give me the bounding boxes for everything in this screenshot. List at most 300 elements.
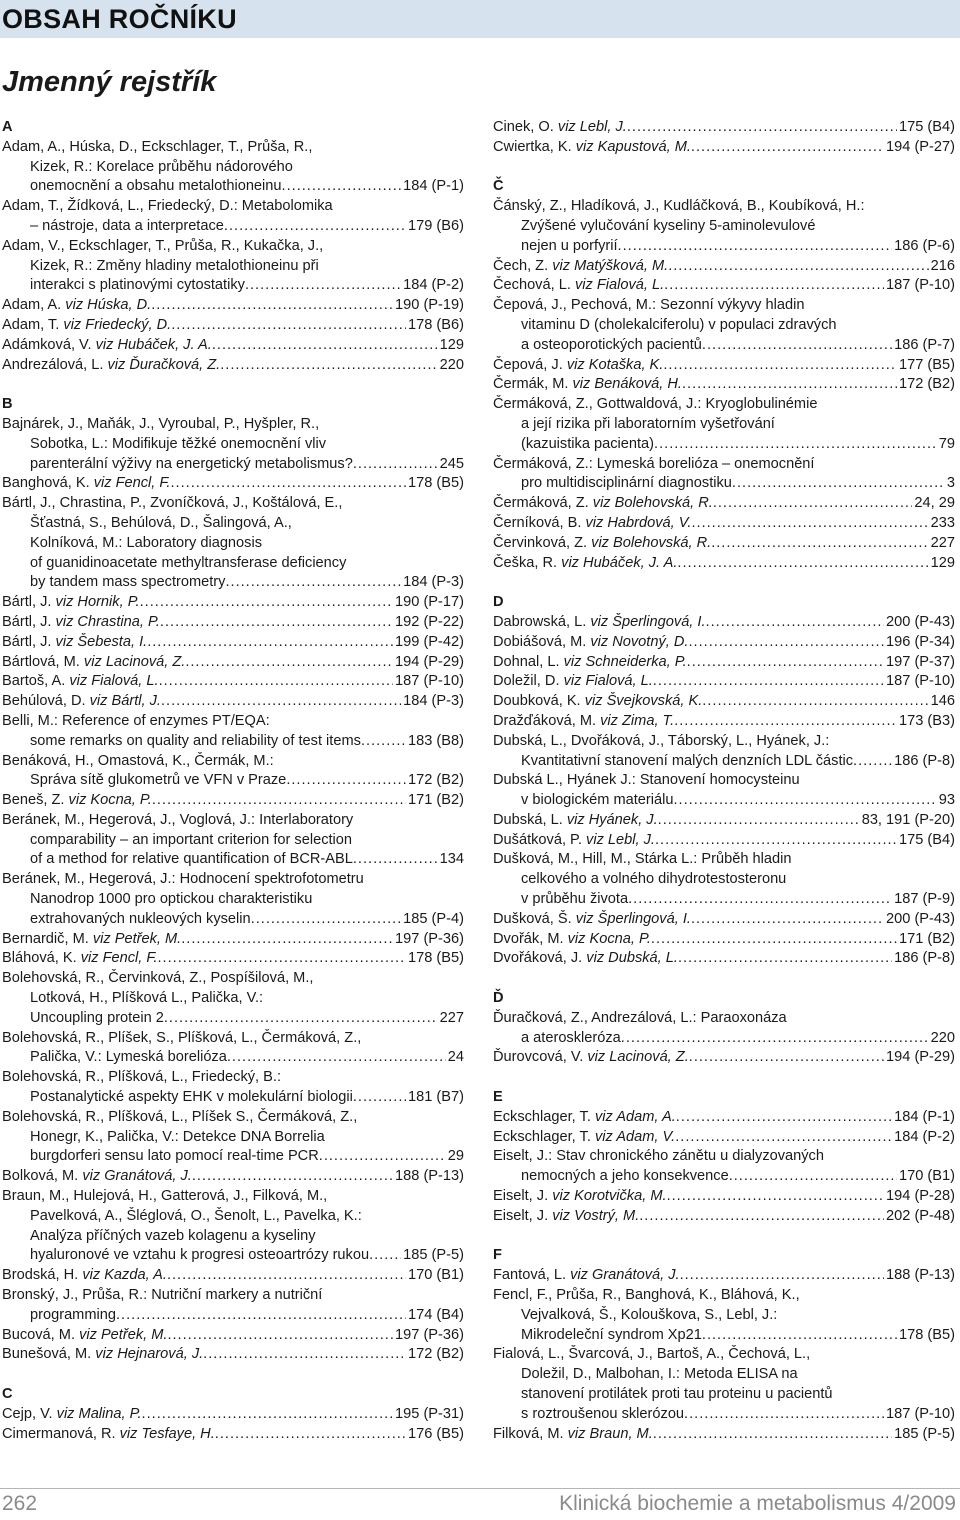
page-reference: 172 (B2) xyxy=(408,772,464,789)
entry-text-line: stanovení protilátek proti tau proteinu u pacientů xyxy=(521,1386,833,1402)
leader-dots xyxy=(140,593,393,613)
leader-dots xyxy=(627,118,897,138)
leader-dots xyxy=(732,474,945,494)
author-name xyxy=(2,1425,215,1445)
entry-reference-line xyxy=(493,375,955,395)
author-name xyxy=(2,949,157,969)
index-entry xyxy=(493,1207,955,1227)
leader-dots xyxy=(152,791,406,811)
entry-reference-line xyxy=(2,1425,464,1445)
page-reference: 178 (B5) xyxy=(408,475,464,492)
author-name-text: Dohnal, L. xyxy=(493,653,560,670)
cross-reference: viz Matýšková, M. xyxy=(552,257,669,274)
entry-text-line: Bolehovská, R., Plíšková, L., Plíšek S., Čermáková, Z., xyxy=(2,1108,358,1125)
entry-reference-line xyxy=(493,534,955,554)
author-name-text: Bartoš, A. xyxy=(2,673,66,690)
page-reference: 188 (P-13) xyxy=(395,1168,464,1185)
leader-dots xyxy=(160,613,393,633)
author-name xyxy=(493,1425,653,1445)
entry-text-line: Čermáková, Z., Gottwaldová, J.: Kryoglobulinémie xyxy=(493,396,818,413)
page-reference: 227 xyxy=(930,534,955,551)
entry-reference-line xyxy=(493,930,955,950)
index-entry xyxy=(493,455,955,495)
page-reference: 79 xyxy=(938,435,955,452)
page-reference: 187 (P-10) xyxy=(395,673,464,690)
entry-reference-line xyxy=(2,316,464,336)
entry-reference-line xyxy=(2,1306,464,1326)
entry-text-line: Kvantitativní stanovení malých denzních LDL částic xyxy=(521,752,854,769)
page-reference: 24, 29 xyxy=(914,495,955,512)
index-entry xyxy=(493,692,955,712)
author-name xyxy=(2,356,220,376)
entry-reference-line xyxy=(2,1345,464,1365)
page-reference: 185 (P-5) xyxy=(403,1247,464,1264)
page-reference: 24 xyxy=(447,1049,464,1066)
leader-dots xyxy=(668,257,928,277)
cross-reference: viz Adam, A. xyxy=(594,1108,676,1125)
page-reference: 187 (P-10) xyxy=(886,277,955,294)
entry-text-line: (kazuistika pacienta) xyxy=(521,435,655,452)
page-reference: 227 xyxy=(439,1009,464,1026)
author-name-text: Behúlová, D. xyxy=(2,693,86,710)
author-name-text: Dvořák, M. xyxy=(493,930,564,947)
page-reference: 220 xyxy=(439,356,464,373)
entry-reference-line xyxy=(493,811,955,831)
entry-reference-line xyxy=(493,1108,955,1128)
cross-reference: viz Fialová, L. xyxy=(563,673,653,690)
entry-reference-line xyxy=(2,593,464,613)
entry-text-line: Dušková, M., Hill, M., Stárka L.: Průběh hladin xyxy=(493,851,792,868)
leader-dots xyxy=(170,474,406,494)
index-entry xyxy=(493,356,955,376)
entry-reference-line xyxy=(2,336,464,356)
author-name xyxy=(493,1266,680,1286)
index-entry xyxy=(2,197,464,237)
index-entry xyxy=(2,633,464,653)
leader-dots xyxy=(161,692,401,712)
cross-reference: viz Adam, V. xyxy=(594,1128,676,1145)
page-reference: 176 (B5) xyxy=(408,1425,464,1442)
entry-text-line: Dubská, L., Dvořáková, J., Táborský, L., Hyánek, J.: xyxy=(493,732,830,749)
author-name xyxy=(493,910,691,930)
index-entry xyxy=(2,1068,464,1108)
leader-dots xyxy=(729,1167,897,1187)
entry-text-line: burgdorferi sensu lato pomocí real-time PCR xyxy=(30,1148,319,1165)
index-entry xyxy=(2,692,464,712)
leader-dots xyxy=(653,672,884,692)
index-entry xyxy=(2,811,464,870)
author-name xyxy=(493,949,678,969)
author-name-text: Dražďáková, M. xyxy=(493,712,597,729)
index-letter-heading: C xyxy=(2,1386,13,1402)
author-name-text: Čechová, L. xyxy=(493,277,571,294)
entry-text-line: Adam, A., Húska, D., Eckschlager, T., Průša, R., xyxy=(2,138,313,155)
entry-reference-line xyxy=(2,910,464,930)
cross-reference: viz Hornik, P. xyxy=(55,594,140,611)
spacer xyxy=(493,1227,955,1247)
author-name-text: Adámková, V. xyxy=(2,336,92,353)
cross-reference: viz Granátová, J. xyxy=(82,1168,192,1185)
author-name xyxy=(2,1326,167,1346)
entry-reference-line xyxy=(2,276,464,296)
entry-text-line: Adam, V., Eckschlager, T., Průša, R., Kukačka, J., xyxy=(2,237,324,254)
entry-reference-line xyxy=(493,752,955,772)
leader-dots xyxy=(251,910,402,930)
leader-dots xyxy=(142,1405,394,1425)
entry-reference-line xyxy=(493,138,955,158)
leader-dots xyxy=(680,1266,884,1286)
entry-text-line: vitaminu D (cholekalciferolu) v populaci zdravých xyxy=(521,316,837,333)
page-reference: 170 (B1) xyxy=(899,1168,955,1185)
index-entry xyxy=(2,791,464,811)
page-reference: 190 (P-17) xyxy=(395,594,464,611)
cross-reference: viz Fialová, L. xyxy=(574,277,665,294)
leader-dots xyxy=(713,494,913,514)
entry-text-line: Čepová, J., Pechová, M.: Sezonní výkyvy hladin xyxy=(493,297,805,314)
cross-reference: viz Lebl, J. xyxy=(557,119,627,135)
author-name xyxy=(493,138,691,158)
entry-text-line: some remarks on quality and reliability of test items xyxy=(30,732,361,749)
author-name xyxy=(493,672,653,692)
entry-reference-line xyxy=(493,831,955,851)
index-entry xyxy=(2,356,464,376)
spacer xyxy=(493,1068,955,1088)
entry-reference-line xyxy=(2,930,464,950)
entry-reference-line xyxy=(493,554,955,574)
leader-dots xyxy=(116,1306,406,1326)
index-entry xyxy=(493,1048,955,1068)
index-column-left xyxy=(2,118,464,1444)
index-entry xyxy=(493,1128,955,1148)
index-entry xyxy=(493,118,955,138)
author-name xyxy=(2,336,212,356)
cross-reference: viz Fencl, F. xyxy=(80,950,158,967)
author-name-text: Eckschlager, T. xyxy=(493,1108,591,1125)
leader-dots xyxy=(691,910,884,930)
entry-text-line: Bártl, J., Chrastina, P., Zvoníčková, J., Koštálová, E., xyxy=(2,495,343,512)
leader-dots xyxy=(171,316,406,336)
leader-dots xyxy=(282,177,402,197)
leader-dots xyxy=(663,356,897,376)
page-reference: 83, 191 (P-20) xyxy=(861,811,955,828)
index-letter-heading: F xyxy=(493,1247,502,1264)
cross-reference: viz Granátová, J. xyxy=(570,1267,680,1284)
page-reference: 184 (P-3) xyxy=(403,693,464,710)
author-name xyxy=(2,1167,192,1187)
page-reference: 146 xyxy=(930,693,955,710)
leader-dots xyxy=(157,949,406,969)
cross-reference: viz Fencl, F. xyxy=(93,475,171,492)
author-name xyxy=(2,930,181,950)
entry-text-line: Honegr, K., Palička, V.: Detekce DNA Borrelia xyxy=(30,1128,325,1145)
author-name xyxy=(2,474,170,494)
leader-dots xyxy=(353,850,438,870)
page-reference: 184 (P-2) xyxy=(894,1128,955,1145)
entry-reference-line xyxy=(493,237,955,257)
cross-reference: viz Hejnarová, J. xyxy=(95,1346,204,1363)
page-reference: 177 (B5) xyxy=(899,356,955,373)
entry-text-line: pro multidisciplinární diagnostiku xyxy=(521,475,732,492)
author-name-text: Cinek, O. xyxy=(493,119,554,135)
author-name-text: Cejp, V. xyxy=(2,1405,53,1422)
entry-reference-line xyxy=(493,1187,955,1207)
index-entry xyxy=(2,316,464,336)
author-name xyxy=(493,633,688,653)
entry-reference-line xyxy=(493,1048,955,1068)
index-entry xyxy=(493,1187,955,1207)
leader-dots xyxy=(687,653,884,673)
author-name xyxy=(493,554,677,574)
leader-dots xyxy=(220,356,437,376)
footer-divider xyxy=(0,1488,960,1489)
entry-text-line: Vejvalková, Š., Kolouškova, S., Lebl, J.: xyxy=(521,1306,778,1323)
index-entry xyxy=(2,138,464,197)
entry-text-line: hyaluronové ve vztahu k progresi osteoartrózy rukou xyxy=(30,1247,370,1264)
entry-text-line: Beránek, M., Hegerová, J., Voglová, J.: Interlaboratory xyxy=(2,811,354,828)
entry-text-line: Eiselt, J.: Stav chronického zánětu u dialyzovaných xyxy=(493,1148,824,1165)
entry-reference-line xyxy=(493,435,955,455)
entry-reference-line xyxy=(2,672,464,692)
index-entry xyxy=(2,1345,464,1365)
page-reference: 200 (P-43) xyxy=(886,910,955,927)
page-reference: 197 (P-37) xyxy=(886,653,955,670)
cross-reference: viz Ďuračková, Z. xyxy=(107,356,221,373)
author-name xyxy=(493,514,691,534)
leader-dots xyxy=(224,217,406,237)
leader-dots xyxy=(688,633,884,653)
index-entry xyxy=(493,811,955,831)
index-entry xyxy=(493,197,955,256)
cross-reference: viz Lacinová, Z. xyxy=(83,653,186,670)
index-entry xyxy=(493,1108,955,1128)
author-name-text: Fantová, L. xyxy=(493,1267,567,1284)
page-reference: 93 xyxy=(938,792,955,809)
cross-reference: viz Lebl, J. xyxy=(586,831,655,848)
page-reference: 192 (P-22) xyxy=(395,613,464,630)
author-name xyxy=(2,653,185,673)
index-entry xyxy=(493,1425,955,1445)
entry-reference-line xyxy=(2,771,464,791)
entry-text-line: of guanidinoacetate methyltransferase deficiency xyxy=(30,554,347,571)
page-reference: 184 (P-1) xyxy=(403,178,464,195)
page-reference: 200 (P-43) xyxy=(886,613,955,630)
entry-text-line: Benáková, H., Omastová, K., Čermák, M.: xyxy=(2,752,274,769)
leader-dots xyxy=(655,831,897,851)
index-letter-heading: A xyxy=(2,119,13,135)
index-letter-heading: Ď xyxy=(493,990,504,1007)
leader-dots xyxy=(689,1048,884,1068)
author-name-text: Bártl, J. xyxy=(2,594,52,611)
entry-reference-line xyxy=(493,653,955,673)
cross-reference: viz Braun, M. xyxy=(567,1425,653,1442)
leader-dots xyxy=(682,375,897,395)
index-entry xyxy=(493,732,955,772)
leader-dots xyxy=(628,890,892,910)
leader-dots xyxy=(853,752,892,772)
leader-dots xyxy=(227,1048,446,1068)
entry-text-line: comparability – an important criterion for selection xyxy=(30,831,353,848)
page-reference: 179 (B6) xyxy=(408,217,464,234)
entry-text-line: s roztroušenou sklerózou xyxy=(521,1405,685,1422)
cross-reference: viz Kocna, P. xyxy=(68,792,152,809)
entry-text-line: Lotková, H., Plíšková L., Palička, V.: xyxy=(30,990,264,1007)
entry-reference-line xyxy=(2,474,464,494)
entry-reference-line xyxy=(2,949,464,969)
entry-text-line: by tandem mass spectrometry xyxy=(30,574,226,591)
author-name xyxy=(493,534,711,554)
page-reference: 173 (B3) xyxy=(899,712,955,729)
entry-reference-line xyxy=(2,177,464,197)
cross-reference: viz Hyánek, J. xyxy=(566,811,658,828)
index-entry xyxy=(493,1266,955,1286)
author-name xyxy=(493,831,655,851)
author-name-text: Bolková, M. xyxy=(2,1168,79,1185)
index-entry xyxy=(2,415,464,474)
author-name-text: Čech, Z. xyxy=(493,257,549,274)
entry-reference-line xyxy=(2,217,464,237)
entry-text-line: celkového a volného dihydrotestosteronu xyxy=(521,871,787,888)
entry-text-line: Bajnárek, J., Maňák, J., Vyroubal, P., Hyšpler, R., xyxy=(2,415,320,432)
author-name xyxy=(493,1128,675,1148)
cross-reference: viz Šebesta, I. xyxy=(55,633,148,650)
author-name xyxy=(493,811,658,831)
page-reference: 185 (P-4) xyxy=(403,910,464,927)
entry-reference-line xyxy=(2,1167,464,1187)
entry-text-line: Belli, M.: Reference of enzymes PT/EQA: xyxy=(2,712,270,729)
journal-name: Klinická biochemie a metabolismus 4/2009 xyxy=(559,1492,956,1515)
entry-reference-line xyxy=(2,296,464,316)
page-reference: 194 (P-29) xyxy=(886,1049,955,1066)
page-reference: 245 xyxy=(439,455,464,472)
index-entry xyxy=(493,554,955,574)
cross-reference: viz Bolehovská, R. xyxy=(591,534,712,551)
cross-reference: viz Korotvička, M. xyxy=(552,1188,667,1205)
cross-reference: viz Švejkovská, K. xyxy=(584,693,703,710)
index-entry xyxy=(2,1286,464,1326)
leader-dots xyxy=(245,276,401,296)
spacer xyxy=(2,375,464,395)
page-reference: 187 (P-10) xyxy=(886,1405,955,1422)
entry-text-line: a ateroskleróza xyxy=(521,1029,621,1046)
index-entry xyxy=(2,1326,464,1346)
page-reference: 202 (P-48) xyxy=(886,1207,955,1224)
cross-reference: viz Vostrý, M. xyxy=(552,1207,640,1224)
page-reference: 184 (P-1) xyxy=(894,1108,955,1125)
cross-reference: viz Hubáček, J. A. xyxy=(561,554,678,571)
page-reference: 171 (B2) xyxy=(408,792,464,809)
leader-dots xyxy=(225,573,401,593)
entry-reference-line xyxy=(2,1088,464,1108)
cross-reference: viz Schneiderka, P. xyxy=(563,653,687,670)
entry-reference-line xyxy=(493,276,955,296)
index-entry xyxy=(2,237,464,296)
author-name-text: Andrezálová, L. xyxy=(2,356,104,373)
entry-reference-line xyxy=(2,1147,464,1167)
entry-reference-line xyxy=(493,1207,955,1227)
leader-dots xyxy=(674,791,937,811)
page-reference: 178 (B6) xyxy=(408,316,464,333)
page-reference: 187 (P-10) xyxy=(886,673,955,690)
index-entry xyxy=(2,1266,464,1286)
author-name-text: Červinková, Z. xyxy=(493,534,588,551)
cross-reference: viz Šperlingová, I. xyxy=(575,910,691,927)
entry-text-line: Správa sítě glukometrů ve VFN v Praze xyxy=(30,772,287,789)
index-entry xyxy=(493,1147,955,1187)
entry-reference-line xyxy=(493,1029,955,1049)
index-entry xyxy=(2,653,464,673)
entry-text-line: Beránek, M., Hegerová, J.: Hodnocení spektrofotometru xyxy=(2,871,364,888)
index-entry xyxy=(493,850,955,909)
entry-text-line: Bronský, J., Průša, R.: Nutriční markery a nutriční xyxy=(2,1287,323,1304)
leader-dots xyxy=(676,1108,892,1128)
author-name xyxy=(493,1108,676,1128)
page-reference: 178 (B5) xyxy=(899,1326,955,1343)
page-number: 262 xyxy=(2,1492,38,1515)
cross-reference: viz Kotaška, K. xyxy=(566,356,664,373)
cross-reference: viz Kocna, P. xyxy=(567,930,651,947)
leader-dots xyxy=(667,1187,884,1207)
entry-text-line: a její rizika při laboratorním vyšetřování xyxy=(521,415,775,432)
page-reference: 190 (P-19) xyxy=(395,297,464,314)
entry-reference-line xyxy=(493,514,955,534)
leader-dots xyxy=(654,435,937,455)
cross-reference: viz Kazda, A. xyxy=(82,1267,167,1284)
page-reference: 186 (P-7) xyxy=(894,336,955,353)
entry-text-line: Bolehovská, R., Plíšek, S., Plíšková, L., Čermáková, Z., xyxy=(2,1029,362,1046)
author-name-text: Čermáková, Z. xyxy=(493,495,589,512)
entry-text-line: nejen u porfyrií xyxy=(521,237,618,254)
index-entry xyxy=(2,613,464,633)
page-reference: 175 (B4) xyxy=(899,119,955,135)
index-entry xyxy=(493,712,955,732)
entry-reference-line xyxy=(2,791,464,811)
page-reference: 187 (P-9) xyxy=(894,891,955,908)
entry-text-line: Pavelková, A., Šléglová, O., Šenolt, L., Pavelka, K.: xyxy=(30,1207,362,1224)
author-name xyxy=(2,692,161,712)
leader-dots xyxy=(361,732,406,752)
author-name xyxy=(493,118,627,138)
index-entry xyxy=(2,593,464,613)
index-letter-heading: B xyxy=(2,396,13,413)
leader-dots xyxy=(706,613,885,633)
author-name-text: Bártlová, M. xyxy=(2,653,80,670)
index-entry xyxy=(493,276,955,296)
index-entry xyxy=(2,870,464,929)
page-reference: 174 (B4) xyxy=(408,1306,464,1323)
entry-text-line: Nanodrop 1000 pro optickou charakteristiku xyxy=(30,891,313,908)
entry-reference-line xyxy=(493,257,955,277)
entry-reference-line xyxy=(493,712,955,732)
leader-dots xyxy=(164,1009,438,1029)
entry-reference-line xyxy=(2,1326,464,1346)
index-entry xyxy=(493,1345,955,1424)
author-name xyxy=(493,1048,689,1068)
page-reference: 172 (B2) xyxy=(408,1346,464,1363)
leader-dots xyxy=(286,771,406,791)
entry-reference-line xyxy=(493,692,955,712)
author-name xyxy=(493,276,664,296)
leader-dots xyxy=(621,1029,929,1049)
index-entry xyxy=(493,375,955,395)
entry-reference-line xyxy=(493,1266,955,1286)
index-entry xyxy=(2,949,464,969)
author-name xyxy=(2,613,160,633)
entry-text-line: Doležil, D., Malbohan, I.: Metoda ELISA na xyxy=(521,1366,798,1383)
entry-text-line: Postanalytické aspekty EHK v molekulární biologii xyxy=(30,1089,353,1106)
author-name-text: Adam, T. xyxy=(2,316,60,333)
author-name-text: Ďurovcová, V. xyxy=(493,1049,584,1066)
leader-dots xyxy=(702,692,928,712)
